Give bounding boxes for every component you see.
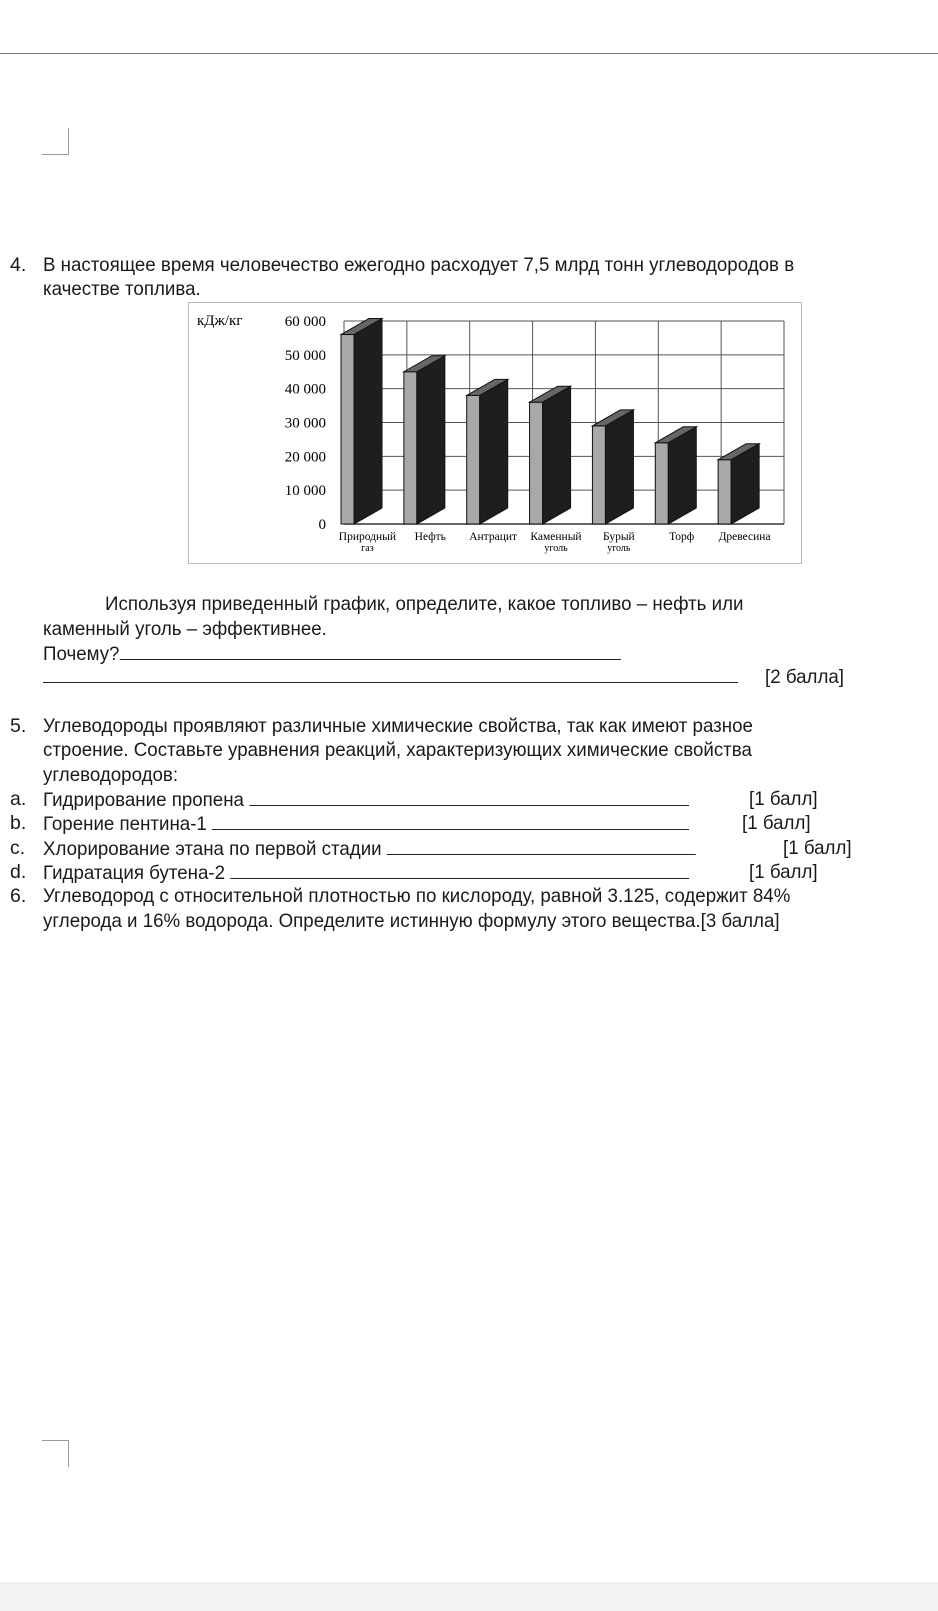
- viewer-bottom-bar: [0, 1582, 938, 1611]
- y-axis-label: кДж/кг: [197, 313, 243, 329]
- item-letter: d.: [10, 861, 27, 883]
- answer-line[interactable]: [249, 787, 689, 806]
- points-label: [1 балл]: [742, 812, 811, 834]
- y-tick-label: 60 000: [284, 314, 326, 330]
- item-row: [43, 811, 689, 837]
- x-tick-label: уголь: [607, 543, 631, 554]
- x-tick-label: Каменный: [530, 531, 582, 543]
- item-letter: c.: [10, 837, 26, 859]
- x-tick-label: Антрацит: [469, 531, 518, 543]
- points-label: [1 балл]: [749, 788, 818, 810]
- x-tick-label: уголь: [544, 543, 568, 554]
- bar-side: [417, 356, 445, 524]
- page-corner-mark: [42, 1440, 69, 1467]
- y-tick-label: 30 000: [284, 415, 326, 432]
- bar-side: [605, 410, 633, 524]
- question-text: Углеводород с относительной плотностью по кислороду, равной 3.125, содержит 84%: [43, 885, 791, 907]
- x-tick-label: Природный: [338, 531, 397, 543]
- answer-line[interactable]: [212, 811, 689, 830]
- chart-svg: [189, 303, 801, 563]
- x-tick-label: Нефть: [414, 531, 446, 543]
- bar-front: [592, 426, 605, 524]
- item-row: [43, 836, 696, 862]
- question-number: 4.: [10, 254, 27, 276]
- bar-front: [718, 460, 731, 524]
- question-text: строение. Составьте уравнения реакций, характеризующих химические свойства: [43, 739, 752, 761]
- answer-line[interactable]: [387, 836, 696, 855]
- question-text: каменный уголь – эффективнее.: [43, 618, 327, 640]
- x-tick-label: Торф: [669, 531, 695, 543]
- question-text: В настоящее время человечество ежегодно расходует 7,5 млрд тонн углеводородов в: [43, 254, 795, 276]
- question-number: 6.: [10, 885, 27, 907]
- answer-prompt: [43, 641, 621, 667]
- energy-chart: [188, 302, 802, 564]
- y-tick-label: 10 000: [284, 483, 326, 500]
- question-text: Используя приведенный график, определите, какое топливо – нефть или: [105, 593, 744, 615]
- bar-front: [467, 395, 480, 524]
- points-label: [2 балла]: [765, 666, 844, 688]
- why-label: Почему?: [43, 643, 120, 665]
- y-tick-label: 40 000: [284, 381, 326, 398]
- answer-line[interactable]: [119, 641, 620, 660]
- item-text: Гидрирование пропена: [43, 789, 244, 811]
- question-text: Углеводороды проявляют различные химические свойства, так как имеют разное: [43, 715, 753, 737]
- item-letter: b.: [10, 812, 27, 834]
- x-tick-label: Бурый: [603, 531, 635, 543]
- bar-side: [354, 319, 382, 524]
- item-text: Горение пентина-1: [43, 813, 207, 835]
- item-letter: a.: [10, 788, 27, 810]
- item-row: [43, 787, 689, 813]
- item-text: Гидратация бутена-2: [43, 862, 226, 884]
- bar-side: [543, 386, 571, 524]
- y-tick-label: 50 000: [284, 347, 326, 364]
- points-label: [1 балл]: [783, 837, 852, 859]
- bar-side: [480, 379, 508, 524]
- points-label: [1 балл]: [749, 861, 818, 883]
- page-top-border: [0, 53, 938, 54]
- question-text: углерода и 16% водорода. Определите истинную формулу этого вещества.[3 балла]: [43, 910, 780, 932]
- item-row: [43, 860, 689, 886]
- bar-front: [655, 443, 668, 524]
- y-tick-label: 20 000: [284, 449, 326, 466]
- bar-front: [404, 372, 417, 524]
- bar-front: [341, 335, 354, 524]
- answer-line[interactable]: [43, 664, 738, 683]
- x-tick-label: Древесина: [718, 531, 771, 543]
- y-tick-label: 0: [318, 517, 326, 533]
- answer-line[interactable]: [230, 860, 689, 879]
- bar-front: [530, 402, 543, 524]
- question-text: качестве топлива.: [43, 278, 201, 300]
- page-corner-mark: [42, 128, 69, 155]
- question-number: 5.: [10, 715, 27, 737]
- bar-side: [668, 427, 696, 524]
- x-tick-label: газ: [361, 543, 374, 554]
- item-text: Хлорирование этана по первой стадии: [43, 838, 382, 860]
- question-text: углеводородов:: [43, 764, 179, 786]
